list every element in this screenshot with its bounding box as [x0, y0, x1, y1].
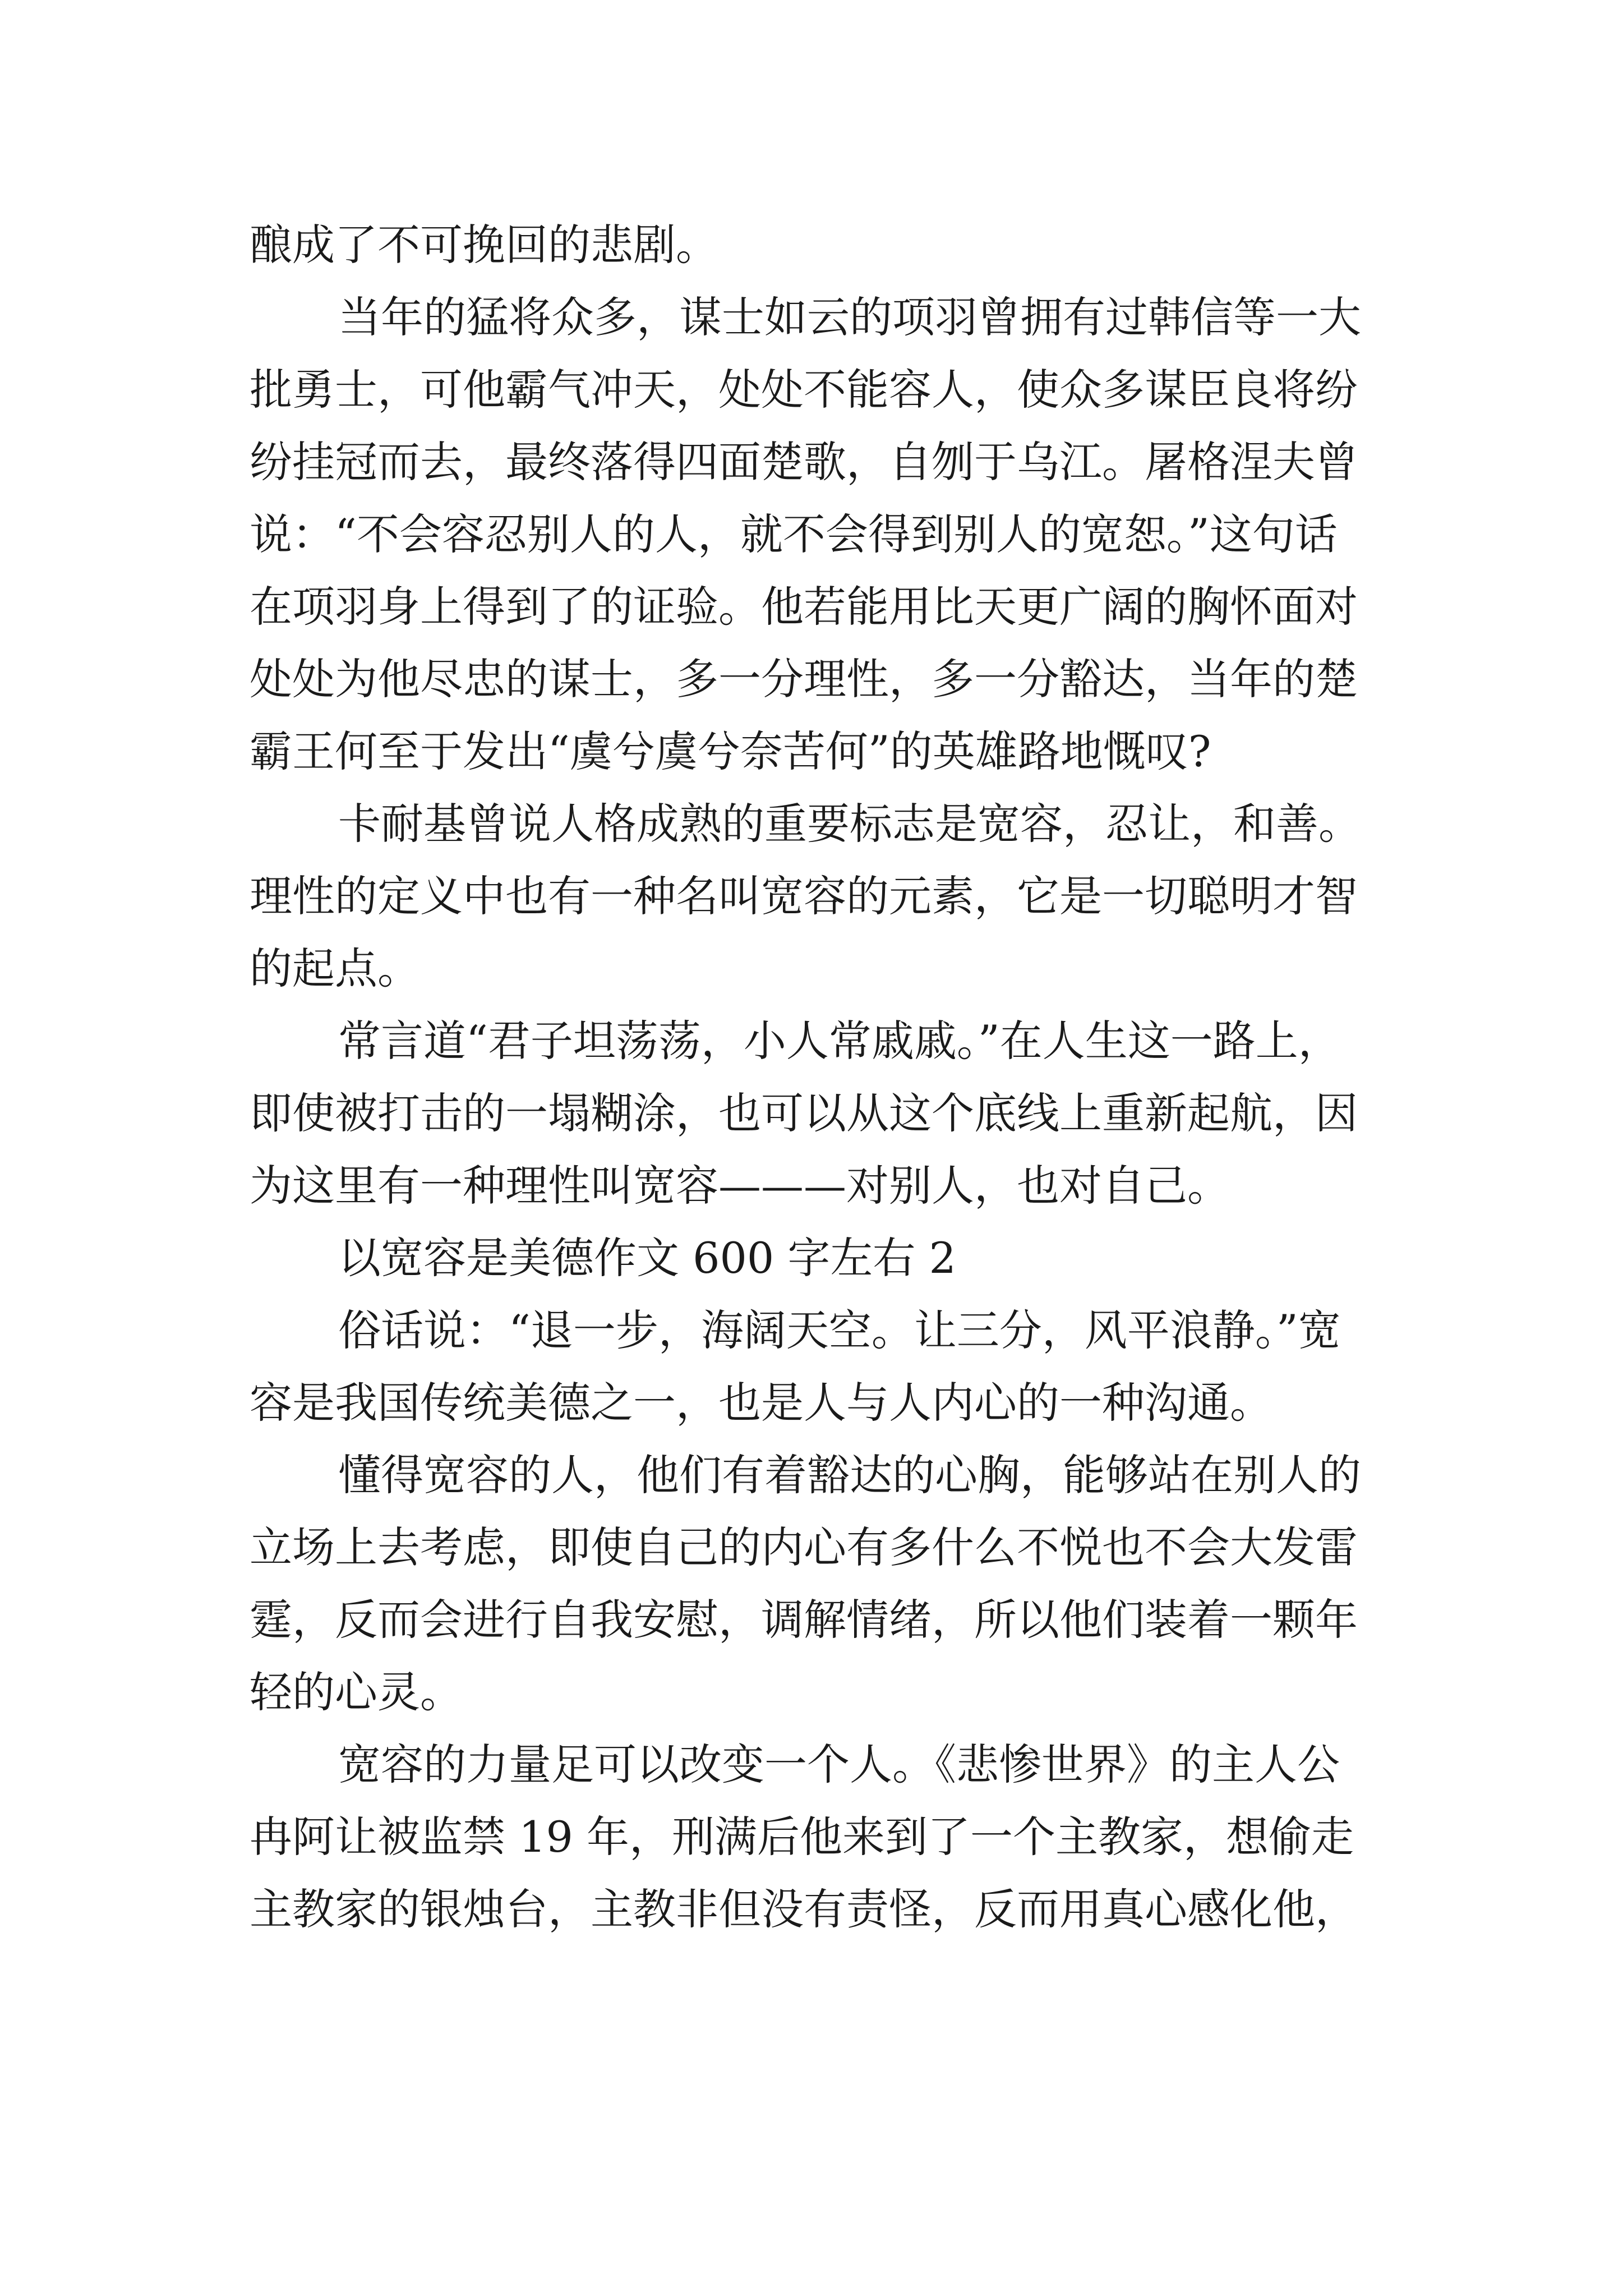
text-line: 容是我国传统美德之一，也是人与人内心的一种沟通。 — [250, 1378, 1272, 1428]
text-line: 轻的心灵。 — [250, 1667, 463, 1717]
text-line: 为这里有一种理性叫宽容———对别人，也对自己。 — [250, 1161, 1230, 1211]
text-line: 的起点。 — [250, 944, 420, 993]
text-line: 常言道“君子坦荡荡，小人常戚戚。”在人生这一路上， — [338, 1016, 1341, 1066]
text-line: 俗话说：“退一步，海阔天空。让三分，风平浪静。”宽 — [338, 1305, 1341, 1355]
text-line: 以宽容是美德作文 600 字左右 2 — [338, 1233, 956, 1283]
text-line: 说：“不会容忍别人的人，就不会得到别人的宽恕。”这句话 — [250, 509, 1338, 559]
text-line: 在项羽身上得到了的证验。他若能用比天更广阔的胸怀面对 — [250, 582, 1358, 632]
text-line: 处处为他尽忠的谋士，多一分理性，多一分豁达，当年的楚 — [250, 654, 1358, 704]
text-line: 当年的猛将众多，谋士如云的项羽曾拥有过韩信等一大 — [338, 292, 1361, 342]
text-line: 即使被打击的一塌糊涂，也可以从这个底线上重新起航，因 — [250, 1088, 1358, 1138]
text-line: 懂得宽容的人，他们有着豁达的心胸，能够站在别人的 — [338, 1450, 1361, 1500]
text-line: 纷挂冠而去，最终落得四面楚歌，自刎于乌江。屠格涅夫曾 — [250, 437, 1358, 487]
text-line: 宽容的力量足可以改变一个人。《悲惨世界》的主人公 — [338, 1740, 1340, 1789]
text-line: 立场上去考虑，即使自己的内心有多什么不悦也不会大发雷 — [250, 1522, 1358, 1572]
text-line: 霸王何至于发出“虞兮虞兮奈苦何”的英雄路地慨叹? — [250, 726, 1211, 776]
text-line: 卡耐基曾说人格成熟的重要标志是宽容，忍让，和善。 — [338, 799, 1361, 849]
text-line: 理性的定义中也有一种名叫宽容的元素，它是一切聪明才智 — [250, 871, 1358, 921]
text-line: 酿成了不可挽回的悲剧。 — [250, 220, 718, 270]
text-line: 批勇士，可他霸气冲天，处处不能容人，使众多谋臣良将纷 — [250, 365, 1358, 415]
text-line: 霆，反而会进行自我安慰，调解情绪，所以他们装着一颗年 — [250, 1595, 1358, 1645]
body-text — [250, 209, 1382, 1945]
text-line: 主教家的银烛台，主教非但没有责怪，反而用真心感化他， — [250, 1884, 1358, 1934]
text-line: 冉阿让被监禁 19 年，刑满后他来到了一个主教家，想偷走 — [250, 1812, 1354, 1862]
